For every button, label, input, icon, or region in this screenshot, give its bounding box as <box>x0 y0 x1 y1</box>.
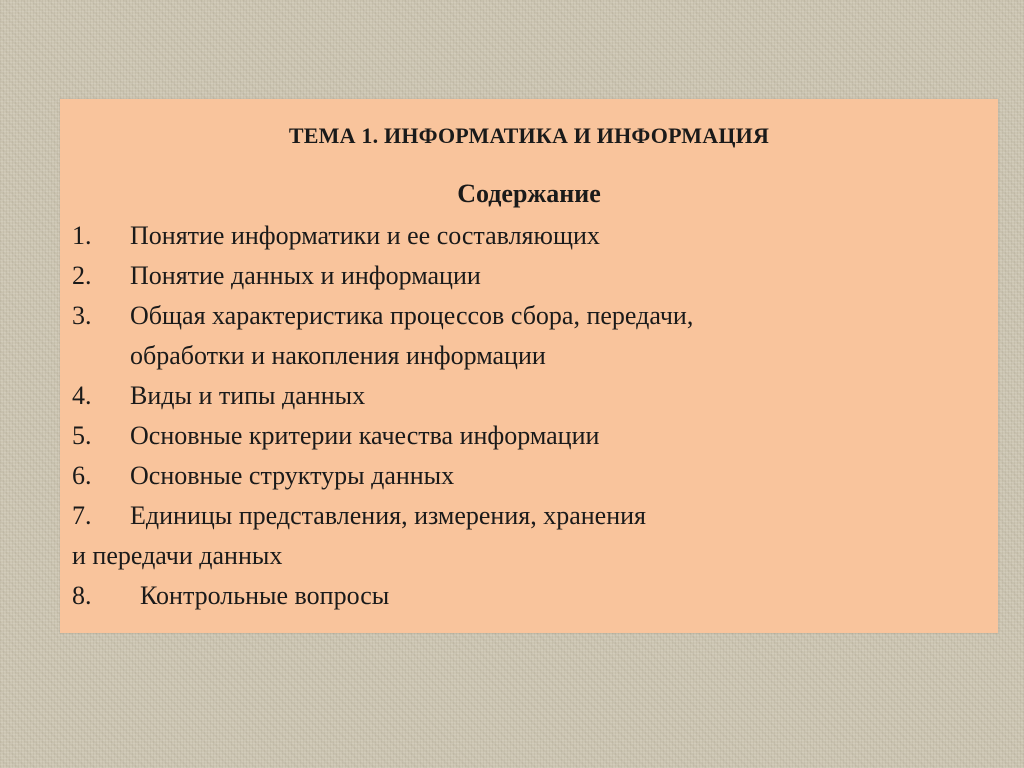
toc-item-number: 3. <box>72 301 92 330</box>
toc-item-1 <box>72 216 972 256</box>
toc-item-number: 5. <box>72 421 92 450</box>
toc-item-text: Виды и типы данных <box>130 381 366 410</box>
toc-item-3-continuation <box>72 336 972 376</box>
toc-item-text: Единицы представления, измерения, хранения <box>130 501 646 530</box>
toc-item-text: Понятие информатики и ее составляющих <box>130 221 600 250</box>
toc-item-number: 6. <box>72 461 92 490</box>
toc-item-4 <box>72 376 972 416</box>
slide-title: ТЕМА 1. ИНФОРМАТИКА И ИНФОРМАЦИЯ <box>288 123 770 148</box>
toc-item-text: Контрольные вопросы <box>140 581 390 610</box>
toc-item-2 <box>72 256 972 296</box>
toc-item-text: Понятие данных и информации <box>130 261 481 290</box>
toc-item-number: 1. <box>72 221 92 250</box>
toc-item-number: 7. <box>72 501 92 530</box>
toc-item-text: Основные структуры данных <box>130 461 455 490</box>
toc-item-6 <box>72 456 972 496</box>
toc-item-number: 4. <box>72 381 92 410</box>
toc-item-5 <box>72 416 972 456</box>
toc-item-text-continuation: и передачи данных <box>72 541 283 570</box>
toc-item-text-continuation: обработки и накопления информации <box>130 341 546 370</box>
toc-item-7 <box>72 496 972 536</box>
toc-item-text: Общая характеристика процессов сбора, передачи, <box>130 301 694 330</box>
toc-item-number: 2. <box>72 261 92 290</box>
toc-item-number: 8. <box>72 581 92 610</box>
toc-item-3 <box>72 296 972 336</box>
toc-item-8 <box>72 576 972 616</box>
toc-item-7-continuation <box>72 536 972 576</box>
contents-heading: Содержание <box>457 179 601 208</box>
content-panel <box>60 99 998 633</box>
table-of-contents <box>72 216 972 616</box>
toc-item-text: Основные критерии качества информации <box>130 421 600 450</box>
